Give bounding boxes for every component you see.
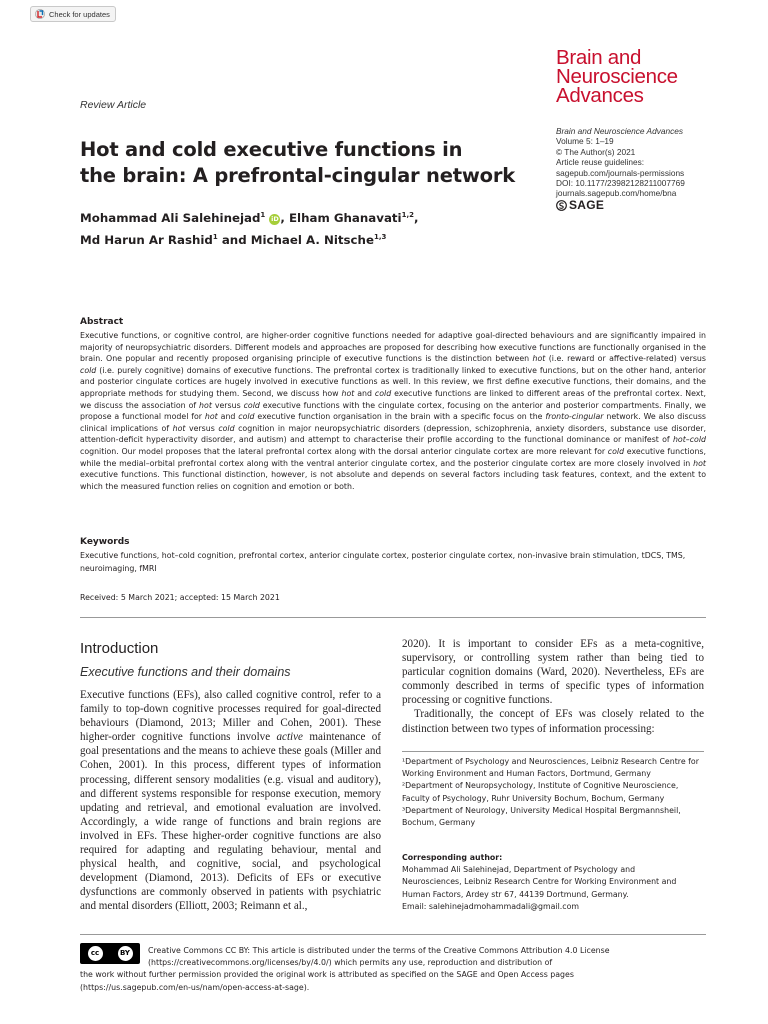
journal-logo (556, 48, 756, 105)
received-dates: Received: 5 March 2021; accepted: 15 March 2021 (80, 593, 280, 602)
affiliation: ³Department of Neurology, University Medical Hospital Bergmannsheil, Bochum, Germany (402, 805, 681, 828)
author-name[interactable]: and Michael A. Nitsche (217, 232, 374, 247)
section-heading: Introduction (80, 640, 159, 657)
corresponding-author: Corresponding author: Mohammad Ali Salehinejad, Department of Psychology and Neurosciences, Leibniz Research Centre for Working Environment and Human Factors, Ardey str 67, 44139 Dortmund, Germany. Email: salehinejadmohammadali@gmail.com (402, 852, 704, 913)
publisher-name: SAGE (569, 198, 605, 213)
journal-name: Brain and Neuroscience Advances (556, 126, 683, 136)
section-divider (80, 617, 706, 618)
keywords-text: Executive functions, hot–cold cognition, prefrontal cortex, anterior cingulate cortex, posterior cingulate cortex, non-invasive brain stimulation, tDCS, TMS, neuroimaging, fMRI (80, 551, 686, 573)
affiliation: ¹Department of Psychology and Neurosciences, Leibniz Research Centre for Working Environment and Human Factors, Dortmund, Germany (402, 757, 699, 779)
crossmark-icon (35, 9, 45, 19)
title-line: Hot and cold executive functions in (80, 138, 463, 161)
affiliation-mark: 1,3 (373, 232, 387, 241)
affiliation-mark: 1,2 (401, 211, 414, 219)
journal-logo-line: Advances (556, 84, 644, 107)
article-title (80, 137, 540, 189)
body-column-right (402, 637, 704, 736)
affiliation-mark: 1 (260, 211, 266, 219)
by-icon: BY (118, 946, 133, 961)
author-name[interactable]: , Elham Ghanavati (280, 210, 402, 225)
doi-link[interactable]: DOI: 10.1177/23982128211007769 (556, 178, 685, 189)
author-name[interactable]: Mohammad Ali Salehinejad (80, 210, 261, 225)
affiliation-mark: 1 (212, 232, 218, 241)
paragraph: 2020). It is important to consider EFs as a meta-cognitive, supervisory, or controlling system rather than being tied to particular cognition domains (Ward, 2020). Nevertheless, EFs are commonly described in terms of specific types of information processing or cognitive functions. (402, 638, 704, 707)
affiliations (402, 756, 704, 829)
reuse-guidelines-link[interactable]: sagepub.com/journals-permissions (556, 167, 685, 178)
reuse-guidelines-label: Article reuse guidelines: (556, 157, 645, 168)
separator: , (414, 210, 419, 225)
author-name[interactable]: Md Harun Ar Rashid (80, 232, 213, 247)
journal-url[interactable]: journals.sagepub.com/home/bna (556, 188, 677, 199)
journal-logo-line: Brain and (556, 46, 642, 69)
journal-meta (556, 126, 756, 211)
check-for-updates-button[interactable] (30, 6, 116, 22)
license-text: Creative Commons CC BY: This article is distributed under the terms of the Creative Commons Attribution 4.0 License (https://creativecommons.org/licenses/by/4.0/) which permits any use, reproduction and distribution of the work without further permission provided the original work is attributed as specified on the SAGE and Open Access pages (https://us.sagepub.com/en-us/nam/open-access-at-sage). (80, 946, 610, 992)
body-column-left: Executive functions (EFs), also called cognitive control, refer to a family to top-down cognitive processes required for goal-directed behaviours (Diamond, 2013; Miller and Cohen, 2001). These higher-order cognitive functions involve active maintenance of goal presentations and the means to achieve these goals (Miller and Cohen, 2001). In this process, different types of information processing, different sensory modalities (e.g. visual and auditory), and different systems responsible for response execution, memory updating and retrieval, and emotional evaluation are involved. Accordingly, a wide range of functions and brain regions are involved in EFs. These higher-order cognitive functions are also required for adapting and regulating behaviour, mental and physical health, and cognitive, social, and psychological development (Diamond, 2013). Deficits of EFs or executive dysfunctions are commonly observed in patients with psychiatric and mental disorders (Elliott, 2003; Reimann et al., (80, 689, 381, 913)
footnote-divider (402, 751, 704, 752)
email-link[interactable]: Email: salehinejadmohammadali@gmail.com (402, 901, 580, 911)
check-for-updates-label: Check for updates (49, 9, 110, 19)
title-line: the brain: A prefrontal-cingular network (80, 164, 516, 187)
orcid-icon[interactable]: iD (271, 214, 279, 223)
keywords-heading: Keywords (80, 537, 130, 547)
paragraph: Traditionally, the concept of EFs was closely related to the distinction between two types of information processing: (402, 708, 704, 735)
cc-icon: cc (88, 946, 103, 961)
journal-logo-line: Neuroscience (556, 65, 678, 88)
footer-divider (80, 934, 706, 935)
sage-logo-icon (556, 200, 567, 211)
article-type: Review Article (80, 99, 147, 111)
abstract-text: Executive functions, or cognitive control, are higher-order cognitive functions needed for adaptive goal-directed behaviours and are significantly impaired in majority of neuropsychiatric disorders. Different models and approaches are proposed for describing how executive functions are functionally organised in the brain. One popular and recently proposed organising principle of executive functions is the distinction between hot (i.e. reward or affective-related) versus cold (i.e. purely cognitive) domains of executive functions. The prefrontal cortex is traditionally linked to executive functions, but on the other hand, anterior and posterior cingulate cortices are hugely involved in executive functions as well. In this review, we first define executive functions, their domains, and the appropriate methods for studying them. Second, we discuss how hot and cold executive functions are linked to different areas of the prefrontal cortex. Next, we discuss the association of hot versus cold executive functions with the cingulate cortex, focusing on the anterior and posterior compartments. Finally, we propose a functional model for hot and cold executive function organisation in the brain with a specific focus on the fronto-cingular network. We also discuss clinical implications of hot versus cold cognition in major neuropsychiatric disorders (depression, schizophrenia, anxiety disorders, substance use disorder, attention-deficit hyperactivity disorder, and autism) and attempt to characterise their profile according to the functional dominance or manifest of hot–cold cognition. Our model proposes that the lateral prefrontal cortex along with the dorsal anterior cingulate cortex are more relevant for cold executive functions, while the medial–orbital prefrontal cortex along with the ventral anterior cingulate cortex, and the posterior cingulate cortex are more closely involved in hot executive functions. This functional distinction, however, is not absolute and depends on several factors including task features, context, and the extent to which the measured function relies on cognition and emotion or both. (80, 331, 707, 491)
affiliation: ²Department of Neuropsychology, Institute of Cognitive Neuroscience, Faculty of Psychology, Ruhr University Bochum, Bochum, Germany (402, 781, 679, 803)
subsection-heading: Executive functions and their domains (80, 665, 291, 679)
copyright: © The Author(s) 2021 (556, 146, 636, 157)
author-list (80, 206, 520, 250)
abstract-heading: Abstract (80, 317, 124, 327)
publisher-logo (556, 200, 756, 211)
journal-volume: Volume 5: 1–19 (556, 136, 614, 147)
corresponding-heading: Corresponding author: (402, 853, 503, 862)
